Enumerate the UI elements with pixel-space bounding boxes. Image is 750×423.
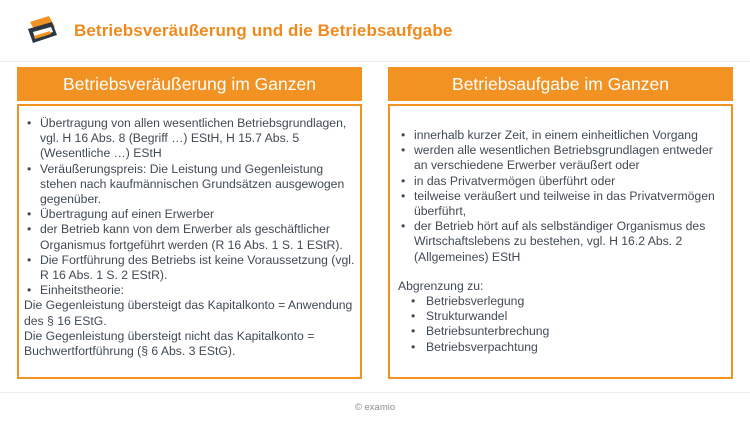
right-column-heading: Betriebsaufgabe im Ganzen (388, 67, 733, 101)
list-item: • der Betrieb kann von dem Erwerber als geschäftlicher Organismus fortgeführt werden (R 16 Abs. 1 S. 1 EStR). (24, 222, 356, 252)
betriebsaufgabe-box (388, 104, 733, 379)
list-item: • Veräußerungspreis: Die Leistung und Gegenleistung stehen nach kaufmännischen Grundsätzen ausgewogen gegenüber. (24, 162, 356, 208)
list-item: • innerhalb kurzer Zeit, in einem einheitlichen Vorgang (398, 128, 727, 143)
abgrenzung-label: Abgrenzung zu: (398, 278, 484, 293)
einheitstheorie-line: Die Gegenleistung übersteigt nicht das Kapitalkonto = Buchwertfortführung (§ 6 Abs. 3 EStG). (24, 328, 315, 359)
betriebsveraeusserung-box (17, 104, 362, 379)
list-item: • in das Privatvermögen überführt oder (398, 174, 727, 189)
list-item: • Übertragung auf einen Erwerber (24, 207, 356, 222)
list-item: • Betriebsverpachtung (398, 340, 727, 355)
aufgabe-list (398, 128, 727, 265)
einheitstheorie-line: Die Gegenleistung übersteigt das Kapitalkonto = Anwendung des § 16 EStG. (24, 298, 353, 328)
list-item: • Die Fortführung des Betriebs ist keine Voraussetzung (vgl. R 16 Abs. 1 S. 2 EStR). (24, 253, 356, 283)
examio-logo-icon (24, 13, 60, 49)
header-bar (0, 0, 750, 62)
list-item: • Betriebsunterbrechung (398, 324, 727, 339)
page-title: Betriebsveräußerung und die Betriebsaufgabe (74, 21, 453, 40)
footer-copyright: © examio (0, 392, 750, 422)
list-item: • teilweise veräußert und teilweise in das Privatvermögen überführt, (398, 189, 727, 219)
list-item: • Einheitstheorie: (24, 283, 356, 298)
veraeusserung-list (24, 116, 356, 359)
list-item: • werden alle wesentlichen Betriebsgrundlagen entweder an verschiedene Erwerber veräußert oder (398, 143, 727, 173)
list-item: • Betriebsverlegung (398, 294, 727, 309)
list-item: • Strukturwandel (398, 309, 727, 324)
list-item: • Übertragung von allen wesentlichen Betriebsgrundlagen, vgl. H 16 Abs. 8 (Begriff …) EStH, H 15.7 Abs. 5 (Wesentliche …) EStH (24, 116, 356, 162)
list-item: • der Betrieb hört auf als selbständiger Organismus des Wirtschaftslebens zu bestehen, vgl. H 16.2 Abs. 2 (Allgemeines) EStH (398, 219, 727, 265)
abgrenzung-list (398, 279, 727, 355)
left-column-heading: Betriebsveräußerung im Ganzen (17, 67, 362, 101)
